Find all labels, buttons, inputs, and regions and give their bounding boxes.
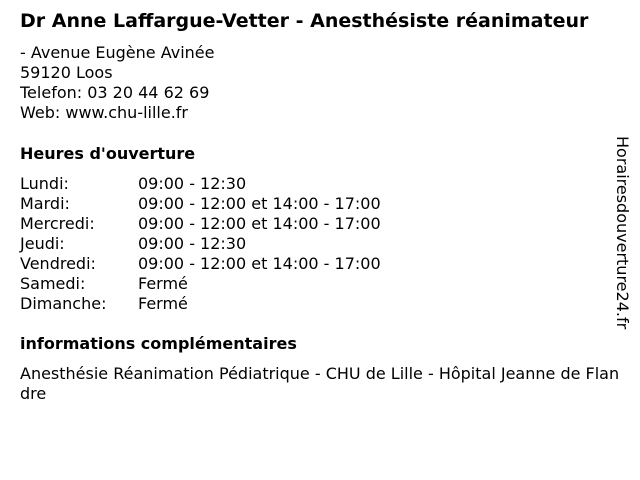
day-label: Mercredi: [20,214,95,233]
hours-row-saturday [20,274,480,294]
opening-hours-heading: Heures d'ouverture [20,144,196,163]
contact-block [20,43,214,123]
address-street: - Avenue Eugène Avinée [20,43,215,62]
time-value: 09:00 - 12:00 et 14:00 - 17:00 [138,254,381,273]
time-value: 09:00 - 12:30 [138,234,247,253]
day-label: Jeudi: [20,234,65,253]
site-watermark: Horairesdouverture24.fr [613,136,632,330]
additional-info-text: Anesthésie Réanimation Pédiatrique - CHU de Lille - Hôpital Jeanne de Flandre [20,364,620,403]
hours-row-wednesday [20,214,480,234]
address-city: 59120 Loos [20,63,113,82]
time-value: 09:00 - 12:30 [138,174,247,193]
day-label: Dimanche: [20,294,107,313]
day-label: Samedi: [20,274,86,293]
hours-row-friday [20,254,480,274]
phone-number: Telefon: 03 20 44 62 69 [20,83,210,102]
hours-row-thursday [20,234,480,254]
day-label: Mardi: [20,194,70,213]
time-value: 09:00 - 12:00 et 14:00 - 17:00 [138,214,381,233]
hours-row-tuesday [20,194,480,214]
day-label: Lundi: [20,174,69,193]
page-title: Dr Anne Laffargue-Vetter - Anesthésiste réanimateur [20,10,589,32]
day-label: Vendredi: [20,254,96,273]
hours-row-sunday [20,294,480,314]
opening-hours-table [20,174,480,314]
website-link: Web: www.chu-lille.fr [20,103,189,122]
hours-row-monday [20,174,480,194]
time-value: 09:00 - 12:00 et 14:00 - 17:00 [138,194,381,213]
time-value: Fermé [138,294,188,313]
additional-info-heading: informations complémentaires [20,334,297,353]
time-value: Fermé [138,274,188,293]
